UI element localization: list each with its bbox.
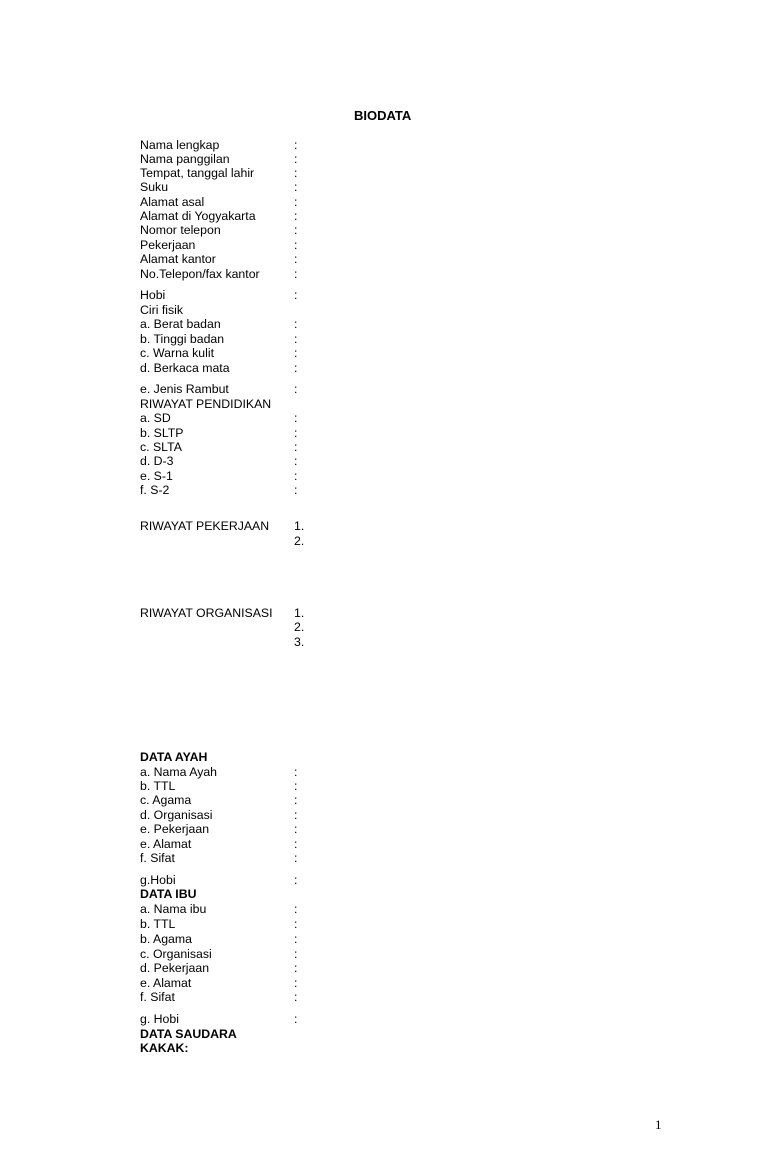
field-label: c. Warna kulit	[140, 346, 215, 360]
list-number: 1.	[294, 606, 305, 620]
document-title: BIODATA	[354, 108, 412, 123]
colon: :	[294, 932, 298, 946]
field-label: e. Alamat	[140, 837, 192, 851]
field-label: d. Organisasi	[140, 808, 213, 822]
field-label: b. TTL	[140, 917, 176, 931]
colon: :	[294, 317, 298, 331]
list-number: 3.	[294, 635, 305, 649]
colon: :	[294, 454, 298, 468]
colon: :	[294, 195, 298, 209]
colon: :	[294, 793, 298, 807]
field-label: f. Sifat	[140, 851, 175, 865]
colon: :	[294, 837, 298, 851]
section-heading: DATA IBU	[140, 887, 197, 901]
list-number: 1.	[294, 519, 305, 533]
colon: :	[294, 808, 298, 822]
section-heading: RIWAYAT PEKERJAAN	[140, 519, 270, 533]
colon: :	[294, 947, 298, 961]
field-label: c. SLTA	[140, 440, 182, 454]
field-label: a. Berat badan	[140, 317, 221, 331]
colon: :	[294, 346, 298, 360]
colon: :	[294, 382, 298, 396]
colon: :	[294, 288, 298, 302]
section-heading: KAKAK:	[140, 1041, 189, 1055]
colon: :	[294, 223, 298, 237]
field-label: Nama panggilan	[140, 152, 230, 166]
colon: :	[294, 902, 298, 916]
field-label: a. Nama ibu	[140, 902, 207, 916]
colon: :	[294, 917, 298, 931]
field-label: b. TTL	[140, 779, 176, 793]
field-label: a. SD	[140, 411, 171, 425]
colon: :	[294, 1012, 298, 1026]
field-label: b. SLTP	[140, 426, 184, 440]
colon: :	[294, 180, 298, 194]
section-heading: DATA SAUDARA	[140, 1027, 237, 1041]
field-label: Alamat asal	[140, 195, 205, 209]
field-label: Alamat kantor	[140, 252, 216, 266]
colon: :	[294, 152, 298, 166]
list-number: 2.	[294, 534, 305, 548]
section-heading: RIWAYAT PENDIDIKAN	[140, 397, 272, 411]
colon: :	[294, 426, 298, 440]
field-label: g.Hobi	[140, 873, 176, 887]
field-label: No.Telepon/fax kantor	[140, 267, 260, 281]
field-label: Hobi	[140, 288, 166, 302]
colon: :	[294, 851, 298, 865]
field-label: Alamat di Yogyakarta	[140, 209, 256, 223]
colon: :	[294, 166, 298, 180]
field-label: c. Agama	[140, 793, 192, 807]
colon: :	[294, 267, 298, 281]
colon: :	[294, 483, 298, 497]
field-label: Nomor telepon	[140, 223, 221, 237]
field-label: d. Pekerjaan	[140, 961, 210, 975]
field-label: Suku	[140, 180, 169, 194]
field-label: a. Nama Ayah	[140, 765, 218, 779]
colon: :	[294, 976, 298, 990]
field-label: e. Alamat	[140, 976, 192, 990]
colon: :	[294, 779, 298, 793]
field-label: f. Sifat	[140, 990, 175, 1004]
section-heading: RIWAYAT ORGANISASI	[140, 606, 273, 620]
page-number: 1	[655, 1117, 662, 1132]
field-label: Tempat, tanggal lahir	[140, 166, 255, 180]
colon: :	[294, 822, 298, 836]
field-label: e. S-1	[140, 469, 173, 483]
colon: :	[294, 238, 298, 252]
colon: :	[294, 990, 298, 1004]
section-heading: Ciri fisik	[140, 303, 184, 317]
field-label: d. Berkaca mata	[140, 361, 230, 375]
colon: :	[294, 138, 298, 152]
colon: :	[294, 361, 298, 375]
colon: :	[294, 209, 298, 223]
field-label: e. Pekerjaan	[140, 822, 210, 836]
field-label: b. Tinggi badan	[140, 332, 225, 346]
field-label: g. Hobi	[140, 1012, 179, 1026]
section-heading: DATA AYAH	[140, 750, 208, 764]
colon: :	[294, 332, 298, 346]
field-label: Pekerjaan	[140, 238, 196, 252]
colon: :	[294, 961, 298, 975]
colon: :	[294, 440, 298, 454]
colon: :	[294, 765, 298, 779]
colon: :	[294, 252, 298, 266]
field-label: d. D-3	[140, 454, 174, 468]
colon: :	[294, 411, 298, 425]
field-label: Nama lengkap	[140, 138, 220, 152]
colon: :	[294, 873, 298, 887]
field-label: e. Jenis Rambut	[140, 382, 229, 396]
list-number: 2.	[294, 620, 305, 634]
field-label: b. Agama	[140, 932, 192, 946]
field-label: c. Organisasi	[140, 947, 212, 961]
colon: :	[294, 469, 298, 483]
field-label: f. S-2	[140, 483, 170, 497]
